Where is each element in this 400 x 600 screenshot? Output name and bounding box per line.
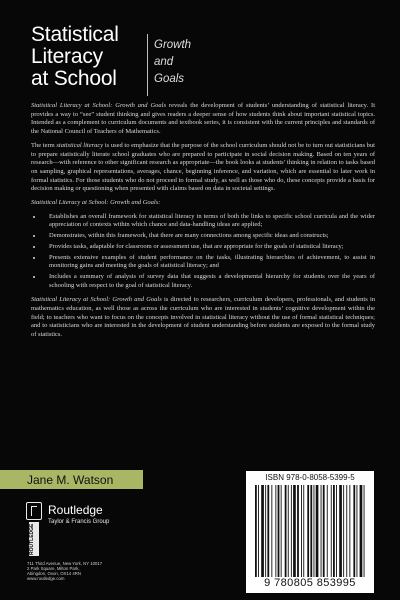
term-italic: statistical literacy bbox=[56, 141, 104, 149]
barcode-bar bbox=[258, 485, 259, 577]
address-line: Abingdon, Oxon, OX14 4RN bbox=[27, 571, 81, 576]
isbn-label: ISBN 978-0-8058-5399-5 bbox=[265, 473, 355, 482]
feature-list bbox=[31, 213, 375, 291]
barcode-bar bbox=[321, 485, 322, 577]
paragraph-text: is directed to researchers, curriculum developers, professionals, and students in mathematics education, as well those as across the curriculum who are interested in students’ cognitive development within the field; to teachers who want to focus on the concepts involved in statistical literacy without the use of formal statistical techniques; and to statisticians who are interested in the development of student understanding before students are exposed to the formal study of statistics. bbox=[31, 296, 375, 339]
author-name: Jane M. Watson bbox=[27, 473, 114, 487]
publisher-name: Routledge bbox=[48, 503, 103, 517]
list-item: • Provides tasks, adaptable for classroom or assessment use, that are appropriate for the goals of statistical literacy; bbox=[43, 243, 375, 252]
barcode-bar bbox=[285, 485, 287, 577]
barcode-bar bbox=[346, 485, 347, 577]
title-line-2: Literacy bbox=[31, 45, 103, 68]
barcode-bar bbox=[310, 485, 312, 577]
barcode-bar bbox=[278, 485, 280, 577]
barcode-bar bbox=[333, 485, 335, 577]
barcode-bar bbox=[343, 485, 344, 577]
blurb-paragraph-2 bbox=[31, 142, 375, 194]
logo-vertical-text: ROUTLEDGE bbox=[29, 522, 39, 556]
list-item: • Includes a summary of analysis of survey data that suggests a developmental hierarchy for students over the years of schooling with respect to the goal of statistical literacy. bbox=[43, 273, 375, 290]
barcode-bar bbox=[303, 485, 304, 577]
list-intro bbox=[31, 199, 375, 208]
barcode-bar bbox=[323, 485, 325, 577]
title-block bbox=[31, 24, 119, 90]
barcode-digits: 9 780805 853995 bbox=[264, 577, 356, 589]
title-line-1: Statistical bbox=[31, 23, 119, 46]
barcode-bar bbox=[357, 485, 358, 577]
paragraph-text: is used to emphasize that the purpose of the school curriculum should not be to turn out statisticians but to prepare statistically literate school graduates who are prepared to participate in social decision making. Based on ten years of research—with reference to other significant research as appropriate—the book looks at students’ thinking in relation to tasks based on sampling, graphical representations, averages, chance, beginning inference, and variation, which are essential to later work in formal statistics. For those students who do not proceed to formal study, as well as those who do, these concepts provide a basis for decision making or questioning when presented with claims based on data in societal settings. bbox=[31, 141, 375, 193]
subtitle-block bbox=[154, 37, 191, 88]
address-line: www.routledge.com bbox=[27, 576, 65, 581]
publisher-group: Taylor & Francis Group bbox=[48, 519, 110, 525]
routledge-logo-icon bbox=[26, 502, 42, 520]
barcode-bar bbox=[293, 485, 296, 577]
barcode-bar bbox=[364, 485, 365, 577]
barcode-bar bbox=[336, 485, 337, 577]
publisher-address bbox=[27, 561, 102, 581]
barcode-bar bbox=[327, 485, 328, 577]
subtitle-line-2: and bbox=[154, 56, 174, 68]
address-line: 711 Third Avenue, New York, NY 10017 bbox=[27, 561, 103, 566]
title-divider bbox=[147, 34, 148, 96]
blurb bbox=[31, 102, 375, 345]
blurb-paragraph-1 bbox=[31, 102, 375, 137]
book-title-italic: Statistical Literacy at School: Growth and Goals bbox=[31, 102, 167, 109]
barcode-bar bbox=[301, 485, 302, 577]
title-line-3: at School bbox=[31, 67, 117, 90]
paragraph-text: reveals the development of students’ understanding of statistical literacy. It provides a way to “see” student thinking and gives readers a deeper sense of how students think about important statistical topics. Intended as a complement to curriculum documents and textbook series, it is consistent with the current principles and standards of the National Council of Teachers of Mathematics. bbox=[31, 102, 375, 136]
barcode-icon bbox=[253, 485, 367, 577]
barcode-bar bbox=[349, 485, 350, 577]
barcode-bar bbox=[271, 485, 272, 577]
barcode-bar bbox=[331, 485, 332, 577]
barcode-bar bbox=[314, 485, 315, 577]
list-item: • Establishes an overall framework for statistical literacy in terms of both the links to specific school curricula and the wider appreciation of contexts within which chance and data-handling ideas are applied; bbox=[43, 213, 375, 230]
paragraph-text: The term bbox=[31, 141, 57, 149]
barcode-bar bbox=[261, 485, 264, 577]
blurb-paragraph-3 bbox=[31, 296, 375, 340]
barcode-bar bbox=[353, 485, 355, 577]
address-line: 2 Park Square, Milton Park, bbox=[27, 566, 80, 571]
barcode-bar bbox=[267, 485, 269, 577]
barcode-box bbox=[246, 471, 374, 593]
barcode-bar bbox=[339, 485, 342, 577]
barcode-bar bbox=[307, 485, 309, 577]
subtitle-line-1: Growth bbox=[154, 39, 192, 51]
barcode-bar bbox=[291, 485, 292, 577]
list-item: • Presents extensive examples of student performance on the tasks, illustrating hierarchies of achievement, to assist in monitoring gains and meeting the goals of statistical literacy; and bbox=[43, 254, 375, 271]
barcode-bar bbox=[297, 485, 299, 577]
book-title-italic: Statistical Literacy at School: Growth and Goals bbox=[31, 296, 162, 304]
list-item: • Demonstrates, within this framework, that there are many connections among specific ideas and constructs; bbox=[43, 232, 375, 241]
subtitle-line-3: Goals bbox=[154, 73, 185, 85]
list-intro-italic: Statistical Literacy at School: Growth and Goals: bbox=[31, 199, 161, 207]
barcode-bar bbox=[275, 485, 276, 577]
barcode-bar bbox=[265, 485, 266, 577]
barcode-bar bbox=[288, 485, 289, 577]
barcode-bar bbox=[360, 485, 363, 577]
barcode-bar bbox=[281, 485, 282, 577]
barcode-bar bbox=[316, 485, 319, 577]
barcode-bar bbox=[255, 485, 257, 577]
